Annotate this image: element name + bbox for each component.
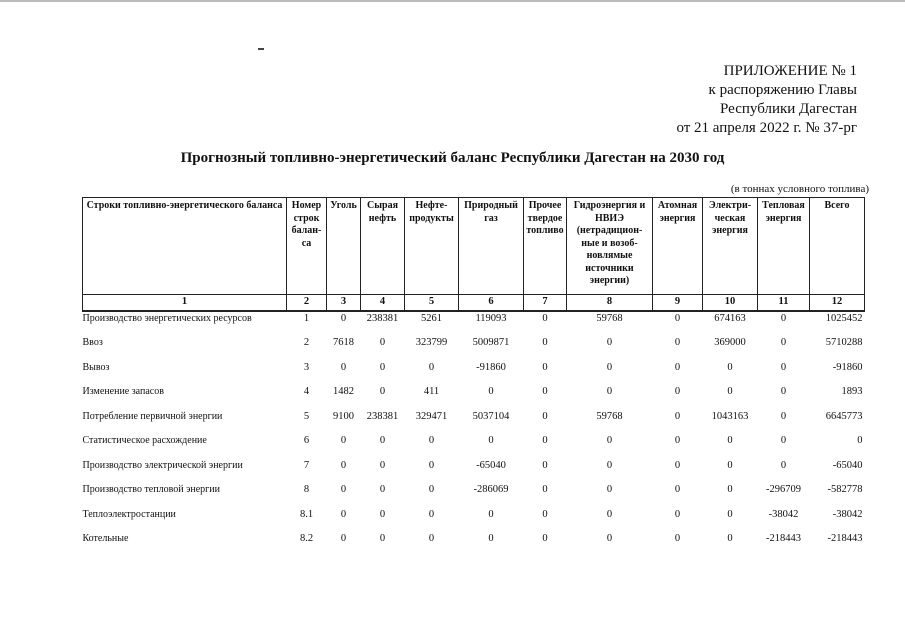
value-cell: 0 (780, 459, 787, 471)
value-cell: 0 (379, 533, 386, 544)
column-header: Гидроэнергия и НВИЭ (нетрадицион-ные и возоб-новлямые источники энергии) (567, 198, 653, 295)
value-cell: -65040 (832, 459, 863, 471)
column-number: 6 (459, 295, 524, 311)
value-cell: 0 (780, 312, 787, 324)
row-name-cell: Статистическое расхождение (82, 435, 207, 446)
column-number: 12 (810, 295, 865, 311)
value-cell: 0 (606, 459, 613, 471)
appendix-line: Республики Дагестан (720, 101, 857, 117)
value-cell: 0 (542, 533, 548, 544)
value-cell: 0 (340, 533, 347, 544)
value-cell: 0 (606, 435, 613, 446)
row-name-cell: Потребление первичной энергии (82, 410, 223, 422)
value-cell: 9100 (333, 410, 354, 422)
value-cell: 0 (780, 410, 787, 422)
row-name-cell: Производство тепловой энергии (82, 484, 220, 495)
value-cell: 1 (303, 312, 310, 324)
value-cell: 0 (727, 459, 733, 471)
value-cell: 8 (303, 484, 310, 495)
value-cell: 0 (606, 361, 613, 373)
value-cell: 0 (674, 312, 681, 324)
value-cell: 674163 (714, 312, 746, 324)
row-name-cell: Ввоз (82, 337, 103, 348)
value-cell: 0 (379, 484, 386, 495)
value-cell: 6645773 (825, 410, 863, 422)
value-cell: 0 (542, 410, 548, 422)
energy-balance-table (82, 197, 865, 558)
value-cell: 0 (727, 361, 733, 373)
value-cell: 0 (780, 386, 787, 397)
value-cell: 5710288 (825, 337, 863, 348)
value-cell: 411 (423, 386, 440, 397)
column-header: Всего (810, 198, 865, 295)
value-cell: 0 (727, 533, 733, 544)
column-header: Электри-ческая энергия (703, 198, 758, 295)
value-cell: 1025452 (825, 312, 863, 324)
value-cell: 0 (674, 508, 681, 520)
value-cell: 0 (606, 337, 613, 348)
value-cell: 0 (542, 508, 548, 520)
value-cell: -286069 (473, 484, 509, 495)
value-cell: 0 (428, 533, 435, 544)
value-cell: 0 (727, 386, 733, 397)
value-cell: 0 (674, 484, 681, 495)
scan-top-edge (0, 0, 905, 2)
value-cell: 0 (340, 312, 347, 324)
value-cell: 0 (727, 508, 733, 520)
row-name-cell: Теплоэлектростанции (82, 508, 176, 520)
document-title: Прогнозный топливно-энергетический баланс Республики Дагестан на 2030 год (180, 150, 725, 166)
value-cell: 0 (542, 459, 548, 471)
table-row (83, 362, 865, 387)
value-cell: 369000 (714, 337, 746, 348)
value-cell: 0 (379, 361, 386, 373)
row-name-cell: Производство электрической энергии (82, 459, 243, 471)
table-row (83, 411, 865, 436)
column-number: 10 (703, 295, 758, 311)
value-cell: 0 (340, 484, 347, 495)
value-cell: 0 (674, 337, 681, 348)
value-cell: 238381 (366, 410, 399, 422)
value-cell: 0 (488, 386, 494, 397)
value-cell: 0 (674, 386, 681, 397)
value-cell: 59768 (596, 410, 623, 422)
column-header: Сырая нефть (361, 198, 405, 295)
value-cell: -296709 (766, 484, 801, 495)
value-cell: 0 (488, 533, 494, 544)
value-cell: 5 (303, 410, 310, 422)
value-cell: 0 (606, 508, 613, 520)
table-row (83, 311, 865, 338)
value-cell: 3 (303, 361, 310, 373)
value-cell: 0 (606, 484, 613, 495)
value-cell: 323799 (415, 337, 448, 348)
column-header: Уголь (327, 198, 361, 295)
column-number: 2 (287, 295, 327, 311)
appendix-line: ПРИЛОЖЕНИЕ № 1 (723, 63, 857, 79)
value-cell: 0 (674, 435, 681, 446)
column-header: Номер строк балан-са (287, 198, 327, 295)
value-cell: 8.2 (299, 533, 314, 544)
value-cell: 0 (488, 435, 494, 446)
value-cell: 329471 (415, 410, 448, 422)
column-header: Атомная энергия (653, 198, 703, 295)
value-cell: -38042 (768, 508, 799, 520)
column-number: 5 (405, 295, 459, 311)
value-cell: 0 (428, 459, 435, 471)
value-cell: 0 (542, 337, 548, 348)
value-cell: 1893 (841, 386, 863, 397)
value-cell: 0 (428, 361, 435, 373)
value-cell: -582778 (827, 484, 863, 495)
value-cell: 8.1 (299, 508, 314, 520)
value-cell: -91860 (476, 361, 506, 373)
value-cell: 0 (542, 386, 548, 397)
value-cell: 5261 (421, 312, 442, 324)
column-header: Природный газ (459, 198, 524, 295)
value-cell: -65040 (476, 459, 506, 471)
value-cell: 2 (303, 337, 310, 348)
row-name-cell: Котельные (82, 533, 129, 544)
value-cell: 0 (428, 508, 435, 520)
column-number: 11 (758, 295, 810, 311)
value-cell: 0 (428, 435, 435, 446)
column-header: Прочее твердое топливо (524, 198, 567, 295)
value-cell: 0 (857, 435, 863, 446)
units-note: (в тоннах условного топлива) (730, 183, 869, 195)
table-header-row (83, 198, 865, 295)
value-cell: 0 (379, 386, 386, 397)
table-row (83, 386, 865, 411)
value-cell: 0 (606, 533, 613, 544)
value-cell: 0 (428, 484, 435, 495)
value-cell: 238381 (366, 312, 399, 324)
value-cell: 0 (340, 508, 347, 520)
value-cell: 0 (674, 410, 681, 422)
value-cell: 0 (379, 459, 386, 471)
column-number: 7 (524, 295, 567, 311)
value-cell: 119093 (475, 312, 507, 324)
column-number: 4 (361, 295, 405, 311)
value-cell: 5009871 (472, 337, 510, 348)
appendix-line: к распоряжению Главы (708, 82, 857, 98)
value-cell: 0 (542, 484, 548, 495)
column-header: Тепловая энергия (758, 198, 810, 295)
scan-artifact (258, 48, 264, 50)
table-row (83, 337, 865, 362)
value-cell: 0 (606, 386, 613, 397)
value-cell: -91860 (832, 361, 863, 373)
value-cell: 1043163 (711, 410, 749, 422)
column-number: 9 (653, 295, 703, 311)
row-name-cell: Вывоз (82, 361, 110, 373)
value-cell: -218443 (827, 533, 863, 544)
value-cell: 0 (542, 435, 548, 446)
value-cell: 0 (379, 508, 386, 520)
value-cell: 6 (303, 435, 310, 446)
value-cell: 0 (542, 312, 548, 324)
value-cell: 0 (727, 484, 733, 495)
value-cell: -218443 (766, 533, 801, 544)
appendix-line: от 21 апреля 2022 г. № 37-рг (676, 120, 857, 136)
value-cell: 0 (379, 337, 386, 348)
value-cell: 1482 (333, 386, 354, 397)
value-cell: 0 (340, 361, 347, 373)
value-cell: 0 (542, 361, 548, 373)
row-name-cell: Производство энергетических ресурсов (82, 312, 252, 324)
value-cell: -38042 (832, 508, 863, 520)
row-name-cell: Изменение запасов (82, 386, 164, 397)
value-cell: 0 (674, 361, 681, 373)
column-number: 8 (567, 295, 653, 311)
column-number: 1 (83, 295, 287, 311)
value-cell: 0 (488, 508, 494, 520)
value-cell: 0 (340, 435, 347, 446)
table-body (83, 311, 865, 558)
value-cell: 0 (674, 459, 681, 471)
value-cell: 0 (674, 533, 681, 544)
table-row (83, 484, 865, 509)
table-row (83, 460, 865, 485)
value-cell: 4 (303, 386, 310, 397)
value-cell: 0 (780, 435, 787, 446)
value-cell: 7 (303, 459, 310, 471)
value-cell: 0 (727, 435, 733, 446)
column-header: Строки топливно-энергетического баланса (83, 198, 287, 295)
value-cell: 0 (780, 361, 787, 373)
value-cell: 7618 (333, 337, 354, 348)
appendix-block (676, 62, 857, 138)
value-cell: 59768 (596, 312, 623, 324)
column-number-row (83, 295, 865, 311)
value-cell: 5037104 (472, 410, 510, 422)
value-cell: 0 (340, 459, 347, 471)
table-row (83, 435, 865, 460)
value-cell: 0 (379, 435, 386, 446)
table-row (83, 509, 865, 534)
column-header: Нефте-продукты (405, 198, 459, 295)
table-row (83, 533, 865, 558)
column-number: 3 (327, 295, 361, 311)
value-cell: 0 (780, 337, 787, 348)
